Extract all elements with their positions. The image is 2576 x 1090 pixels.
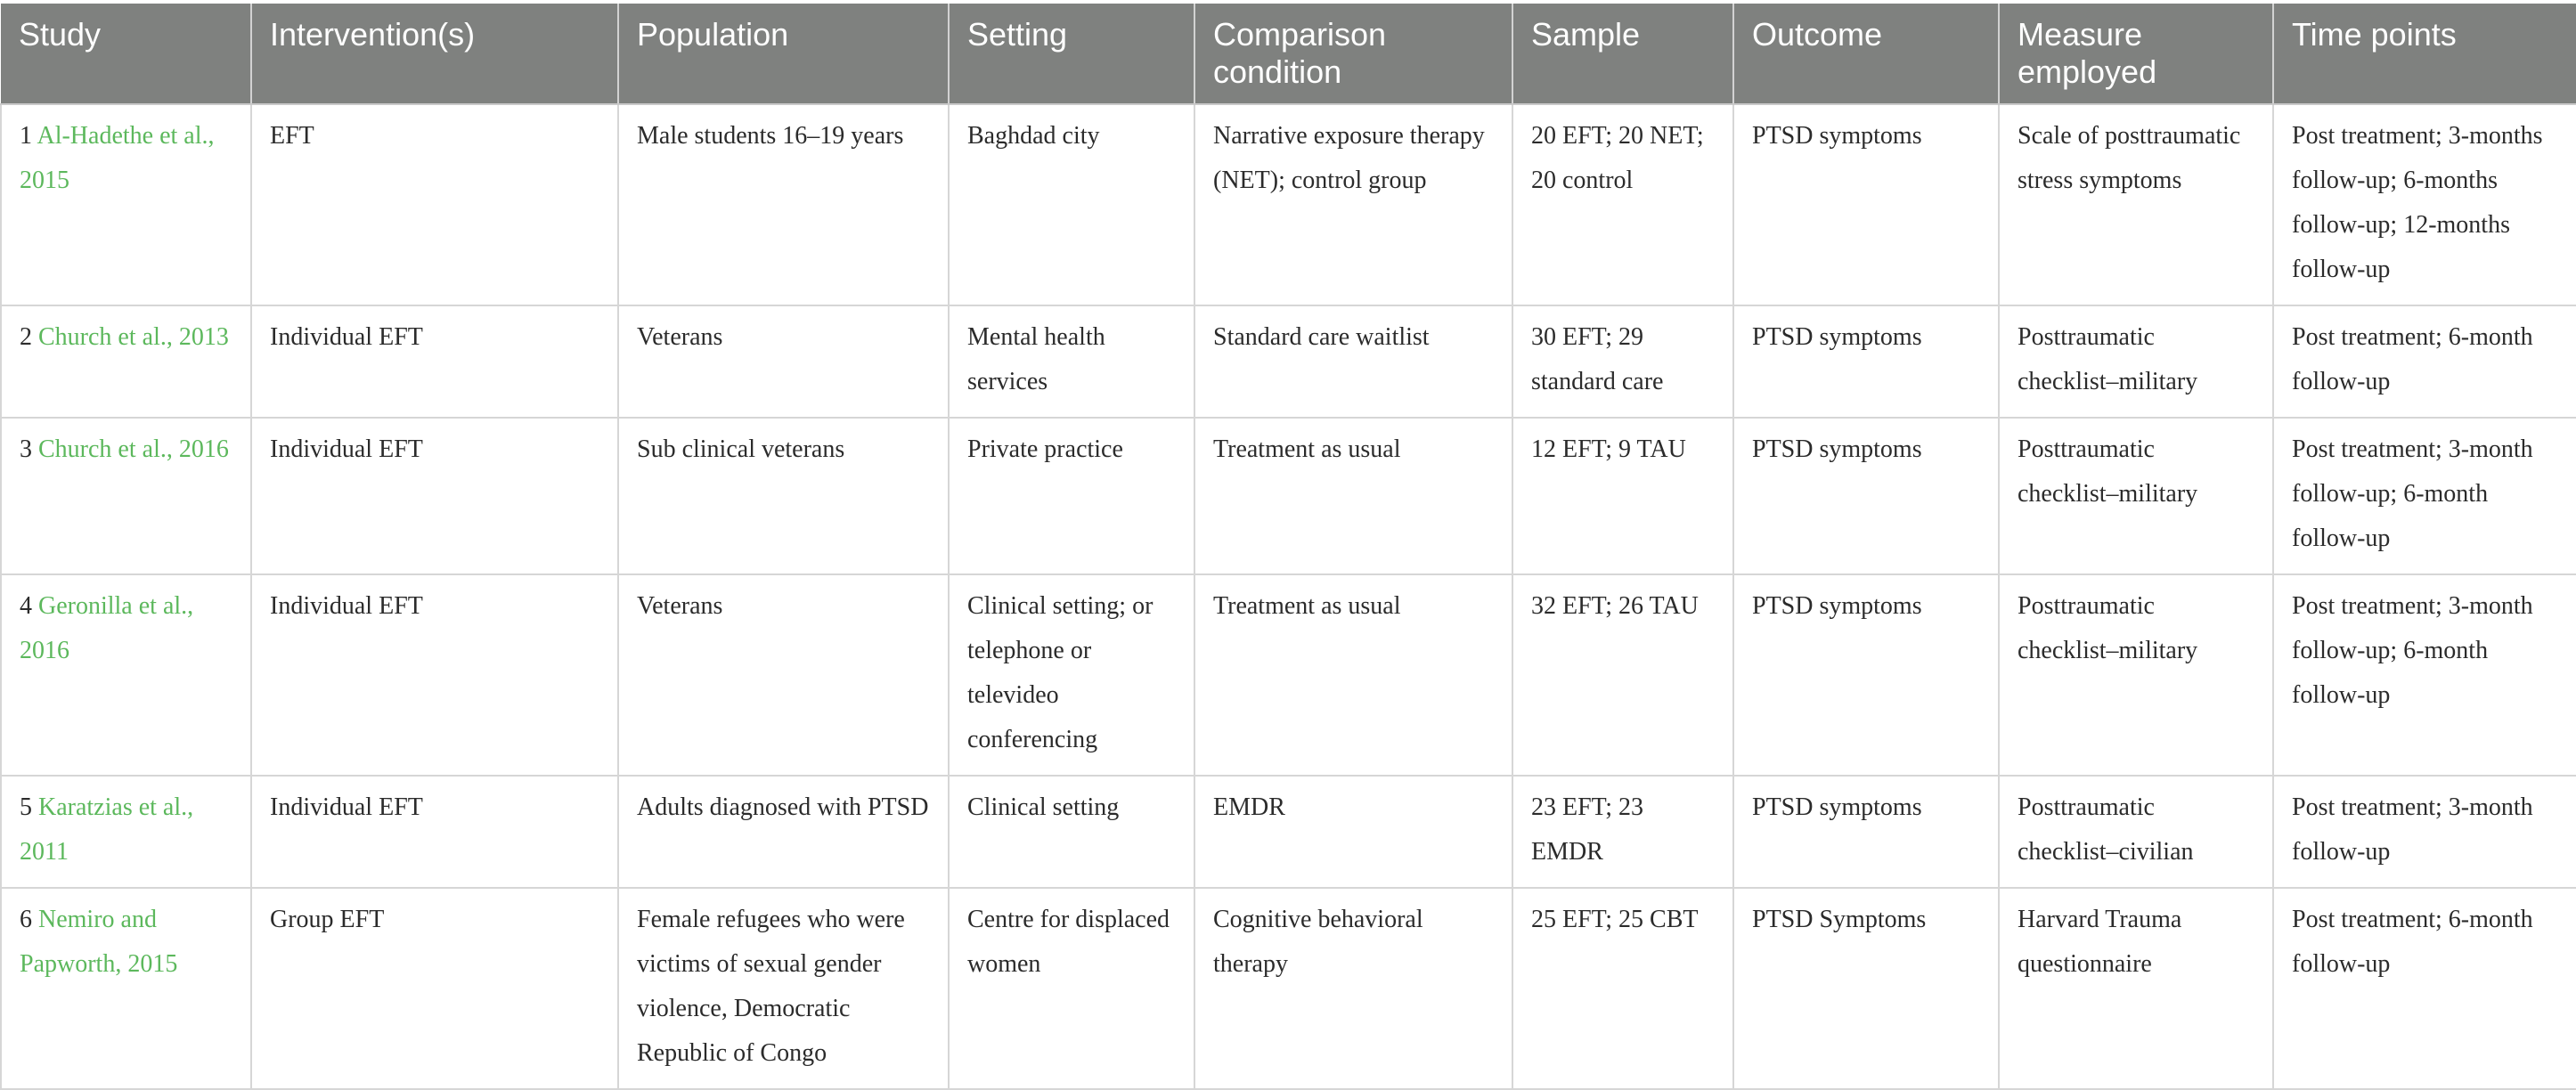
sample-cell: 23 EFT; 23 EMDR — [1512, 776, 1733, 888]
measure-cell: Posttraumatic checklist–military — [1999, 574, 2273, 776]
intervention-cell: Group EFT — [251, 888, 618, 1089]
population-cell: Female refugees who were victims of sexual gender violence, Democratic Republic of Congo — [618, 888, 949, 1089]
study-cell — [1, 418, 251, 574]
measure-cell: Posttraumatic checklist–military — [1999, 418, 2273, 574]
intervention-cell: Individual EFT — [251, 776, 618, 888]
outcome-cell: PTSD symptoms — [1733, 418, 1999, 574]
header-time-points: Time points — [2273, 4, 2576, 104]
header-row — [1, 4, 2576, 104]
setting-cell: Clinical setting — [949, 776, 1194, 888]
timepoints-cell: Post treatment; 6-month follow-up — [2273, 888, 2576, 1089]
setting-cell: Baghdad city — [949, 104, 1194, 305]
sample-cell: 25 EFT; 25 CBT — [1512, 888, 1733, 1089]
header-interventions: Intervention(s) — [251, 4, 618, 104]
setting-cell: Clinical setting; or telephone or televideo conferencing — [949, 574, 1194, 776]
study-citation-link[interactable]: Church et al., 2013 — [38, 323, 229, 351]
setting-cell: Mental health services — [949, 305, 1194, 418]
table-body — [1, 104, 2576, 1089]
study-citation-link[interactable]: Al-Hadethe et al., 2015 — [20, 122, 215, 194]
sample-cell: 30 EFT; 29 standard care — [1512, 305, 1733, 418]
study-cell — [1, 104, 251, 305]
comparison-cell: Standard care waitlist — [1194, 305, 1512, 418]
comparison-cell: Narrative exposure therapy (NET); control group — [1194, 104, 1512, 305]
timepoints-cell: Post treatment; 6-month follow-up — [2273, 305, 2576, 418]
studies-table — [0, 4, 2576, 1090]
intervention-cell: Individual EFT — [251, 305, 618, 418]
studies-table-wrapper — [0, 4, 2576, 1090]
intervention-cell: Individual EFT — [251, 574, 618, 776]
comparison-cell: Cognitive behavioral therapy — [1194, 888, 1512, 1089]
timepoints-cell: Post treatment; 3-month follow-up; 6-month follow-up — [2273, 574, 2576, 776]
sample-cell: 20 EFT; 20 NET; 20 control — [1512, 104, 1733, 305]
study-citation-link[interactable]: Karatzias et al., 2011 — [20, 793, 194, 866]
header-measure-employed: Measure employed — [1999, 4, 2273, 104]
study-number: 1 — [20, 122, 32, 150]
study-citation-link[interactable]: Nemiro and Papworth, 2015 — [20, 906, 178, 978]
table-row — [1, 305, 2576, 418]
study-citation-link[interactable]: Church et al., 2016 — [38, 435, 229, 463]
header-outcome: Outcome — [1733, 4, 1999, 104]
header-study: Study — [1, 4, 251, 104]
population-cell: Male students 16–19 years — [618, 104, 949, 305]
header-comparison-condition: Comparison condition — [1194, 4, 1512, 104]
outcome-cell: PTSD symptoms — [1733, 574, 1999, 776]
study-number: 3 — [20, 435, 32, 463]
study-number: 6 — [20, 906, 32, 933]
study-cell — [1, 305, 251, 418]
table-row — [1, 574, 2576, 776]
population-cell: Adults diagnosed with PTSD — [618, 776, 949, 888]
outcome-cell: PTSD symptoms — [1733, 776, 1999, 888]
study-number: 2 — [20, 323, 32, 351]
measure-cell: Posttraumatic checklist–civilian — [1999, 776, 2273, 888]
study-citation-link[interactable]: Geronilla et al., 2016 — [20, 592, 194, 664]
intervention-cell: EFT — [251, 104, 618, 305]
outcome-cell: PTSD Symptoms — [1733, 888, 1999, 1089]
table-row — [1, 888, 2576, 1089]
timepoints-cell: Post treatment; 3-months follow-up; 6-months follow-up; 12-months follow-up — [2273, 104, 2576, 305]
timepoints-cell: Post treatment; 3-month follow-up; 6-month follow-up — [2273, 418, 2576, 574]
population-cell: Veterans — [618, 574, 949, 776]
study-number: 5 — [20, 793, 32, 821]
timepoints-cell: Post treatment; 3-month follow-up — [2273, 776, 2576, 888]
table-row — [1, 418, 2576, 574]
setting-cell: Centre for displaced women — [949, 888, 1194, 1089]
population-cell: Veterans — [618, 305, 949, 418]
outcome-cell: PTSD symptoms — [1733, 104, 1999, 305]
header-population: Population — [618, 4, 949, 104]
comparison-cell: EMDR — [1194, 776, 1512, 888]
header-sample: Sample — [1512, 4, 1733, 104]
intervention-cell: Individual EFT — [251, 418, 618, 574]
measure-cell: Posttraumatic checklist–military — [1999, 305, 2273, 418]
measure-cell: Scale of posttraumatic stress symptoms — [1999, 104, 2273, 305]
study-cell — [1, 574, 251, 776]
sample-cell: 32 EFT; 26 TAU — [1512, 574, 1733, 776]
table-row — [1, 776, 2576, 888]
study-number: 4 — [20, 592, 32, 620]
header-setting: Setting — [949, 4, 1194, 104]
sample-cell: 12 EFT; 9 TAU — [1512, 418, 1733, 574]
study-cell — [1, 888, 251, 1089]
comparison-cell: Treatment as usual — [1194, 574, 1512, 776]
comparison-cell: Treatment as usual — [1194, 418, 1512, 574]
outcome-cell: PTSD symptoms — [1733, 305, 1999, 418]
setting-cell: Private practice — [949, 418, 1194, 574]
population-cell: Sub clinical veterans — [618, 418, 949, 574]
measure-cell: Harvard Trauma questionnaire — [1999, 888, 2273, 1089]
table-row — [1, 104, 2576, 305]
table-header — [1, 4, 2576, 104]
study-cell — [1, 776, 251, 888]
